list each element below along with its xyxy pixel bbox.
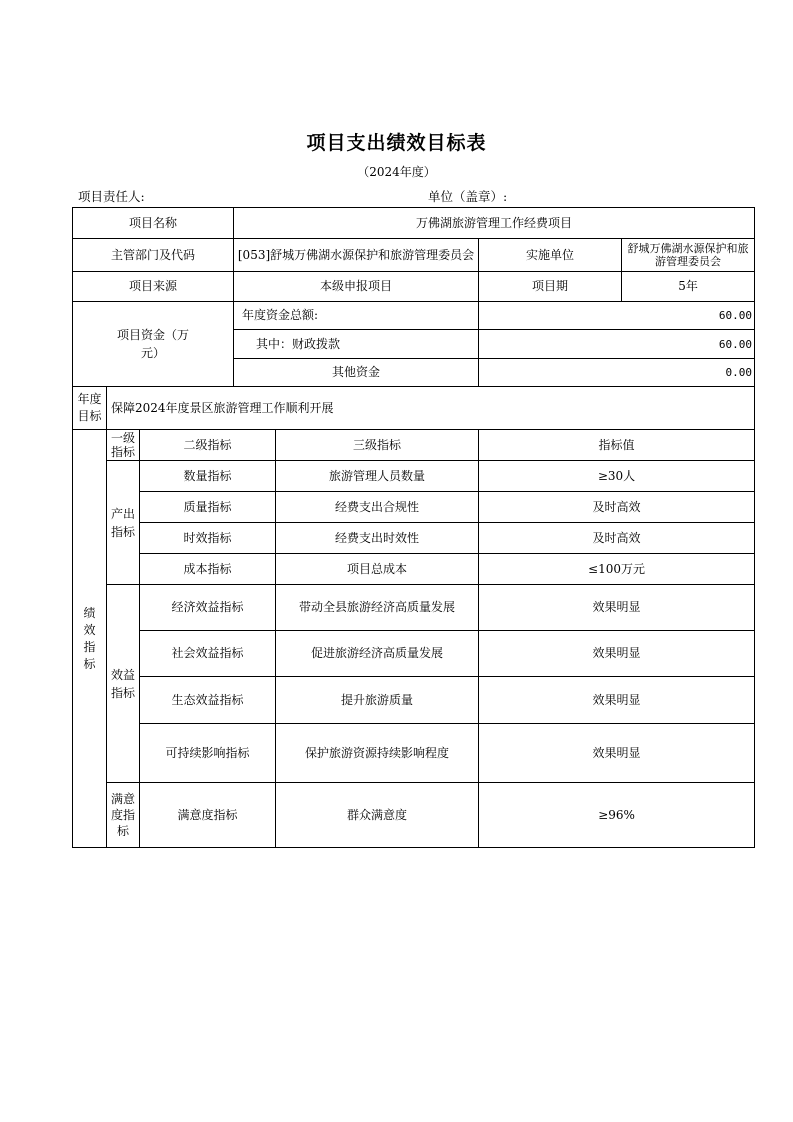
project-period-label: 项目期 bbox=[479, 272, 622, 302]
annual-goal-label-text: 年度目标 bbox=[77, 392, 102, 423]
indicator-value-cell: 及时高效 bbox=[479, 523, 755, 554]
page-title: 项目支出绩效目标表 bbox=[306, 132, 487, 154]
level2-cell: 可持续影响指标 bbox=[140, 724, 276, 783]
output-indicator-group bbox=[107, 461, 140, 585]
indicator-value-cell: 效果明显 bbox=[479, 631, 755, 677]
indicator-value-cell: ≤100万元 bbox=[479, 554, 755, 585]
level3-cell: 经费支出时效性 bbox=[276, 523, 479, 554]
benefit-indicator-group bbox=[107, 585, 140, 783]
level3-cell: 提升旅游质量 bbox=[276, 677, 479, 724]
satisfaction-indicator-group-text: 满意度指标 bbox=[110, 792, 135, 838]
fiscal-allocation-label: 其中：财政拨款 bbox=[234, 330, 479, 359]
project-funds-label bbox=[73, 302, 234, 387]
other-funds-value: 0.00 bbox=[479, 359, 755, 387]
performance-target-table bbox=[72, 207, 755, 848]
department-value: [053]舒城万佛湖水源保护和旅游管理委员会 bbox=[234, 239, 479, 272]
level1-header-text: 一级指标 bbox=[110, 431, 135, 459]
level2-cell: 成本指标 bbox=[140, 554, 276, 585]
level3-cell: 促进旅游经济高质量发展 bbox=[276, 631, 479, 677]
project-source-value: 本级申报项目 bbox=[234, 272, 479, 302]
benefit-indicator-group-text: 效益指标 bbox=[110, 667, 135, 700]
level1-header bbox=[107, 430, 140, 461]
implementing-unit-value: 舒城万佛湖水源保护和旅游管理委员会 bbox=[622, 239, 755, 272]
indicator-value-cell: 效果明显 bbox=[479, 677, 755, 724]
level2-header: 二级指标 bbox=[140, 430, 276, 461]
level3-header: 三级指标 bbox=[276, 430, 479, 461]
unit-seal-label: 单位（盖章）: bbox=[428, 189, 508, 204]
level2-cell: 生态效益指标 bbox=[140, 677, 276, 724]
implementing-unit-label: 实施单位 bbox=[479, 239, 622, 272]
project-name-value: 万佛湖旅游管理工作经费项目 bbox=[234, 208, 755, 239]
project-period-value: 5年 bbox=[622, 272, 755, 302]
performance-indicator-label bbox=[73, 430, 107, 848]
satisfaction-indicator-group bbox=[107, 783, 140, 848]
indicator-value-cell: 及时高效 bbox=[479, 492, 755, 523]
annual-goal-label bbox=[73, 387, 107, 430]
level3-cell: 项目总成本 bbox=[276, 554, 479, 585]
department-label: 主管部门及代码 bbox=[73, 239, 234, 272]
indicator-value-cell: ≥30人 bbox=[479, 461, 755, 492]
fiscal-year: （2024年度） bbox=[357, 165, 436, 179]
level3-cell: 群众满意度 bbox=[276, 783, 479, 848]
level2-cell: 满意度指标 bbox=[140, 783, 276, 848]
level2-cell: 时效指标 bbox=[140, 523, 276, 554]
annual-goal-value: 保障2024年度景区旅游管理工作顺利开展 bbox=[107, 387, 755, 430]
fiscal-allocation-value: 60.00 bbox=[479, 330, 755, 359]
level2-cell: 质量指标 bbox=[140, 492, 276, 523]
annual-total-label: 年度资金总额: bbox=[234, 302, 479, 330]
level2-cell: 社会效益指标 bbox=[140, 631, 276, 677]
indicator-value-cell: ≥96% bbox=[479, 783, 755, 848]
level3-cell: 带动全县旅游经济高质量发展 bbox=[276, 585, 479, 631]
level2-cell: 数量指标 bbox=[140, 461, 276, 492]
indicator-value-header: 指标值 bbox=[479, 430, 755, 461]
annual-total-value: 60.00 bbox=[479, 302, 755, 330]
project-source-label: 项目来源 bbox=[73, 272, 234, 302]
level3-cell: 旅游管理人员数量 bbox=[276, 461, 479, 492]
output-indicator-group-text: 产出指标 bbox=[110, 506, 135, 539]
level3-cell: 经费支出合规性 bbox=[276, 492, 479, 523]
indicator-value-cell: 效果明显 bbox=[479, 724, 755, 783]
project-funds-label-text: 项目资金（万元） bbox=[116, 328, 189, 360]
responsible-person-label: 项目责任人: bbox=[78, 189, 145, 204]
indicator-value-cell: 效果明显 bbox=[479, 585, 755, 631]
other-funds-label: 其他资金 bbox=[234, 359, 479, 387]
level2-cell: 经济效益指标 bbox=[140, 585, 276, 631]
project-name-label: 项目名称 bbox=[73, 208, 234, 239]
performance-indicator-label-text: 绩效指标 bbox=[83, 605, 96, 671]
level3-cell: 保护旅游资源持续影响程度 bbox=[276, 724, 479, 783]
